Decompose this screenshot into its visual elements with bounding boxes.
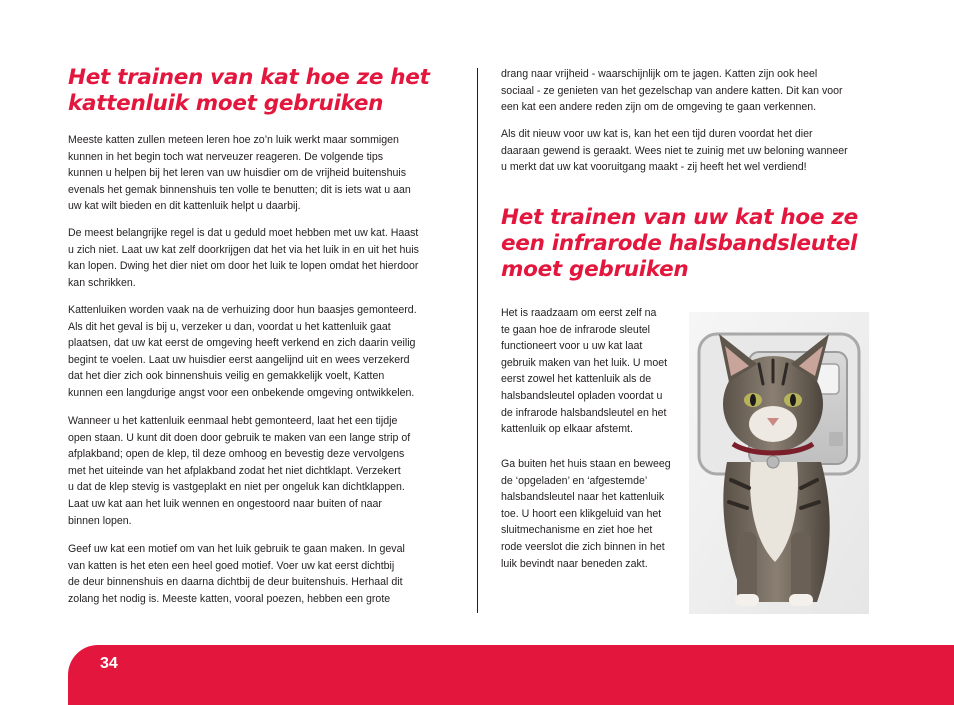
heading-line: een infrarode halsbandsleutel: [501, 231, 858, 256]
paragraph-click: [501, 456, 671, 572]
text-line: Het is raadzaam om eerst zelf na: [501, 307, 657, 319]
heading-line: kattenluik moet gebruiken: [68, 91, 384, 116]
text-line: eerst zowel het kattenluik als de: [501, 373, 652, 386]
right-heading: [501, 205, 858, 283]
paragraph-infrared: [501, 305, 667, 438]
paragraph-moving: [68, 302, 417, 402]
text-line: daaraan gewend is geraakt. Wees niet te zuinig met uw beloning wanneer: [501, 144, 848, 157]
text-line: rode veerslot die zich binnen in het: [501, 540, 665, 553]
text-line: De meest belangrijke regel is dat u geduld moet hebben met uw kat. Haast: [68, 227, 419, 239]
text-line: sociaal - ze genieten van het gezelschap van andere katten. Dit kan voor: [501, 84, 843, 97]
paragraph-reward: [501, 126, 848, 176]
text-line: begint te voelen. Laat uw huisdier eerst aangelijnd uit en wees verzekerd: [68, 353, 410, 366]
left-heading: [68, 65, 430, 117]
text-line: u merkt dat uw kat vooruitgang maakt - zij heeft het wel verdiend!: [501, 161, 807, 174]
text-line: functioneert voor u uw kat laat: [501, 340, 643, 353]
text-line: open staan. U kunt dit doen door gebruik te maken van een lange strip of: [68, 431, 411, 444]
paragraph-tape: [68, 413, 410, 529]
cat-flap-photo: [689, 312, 869, 614]
text-line: Als dit het geval is bij u, verzeker u dan, voordat u het kattenluik gaat: [68, 320, 391, 333]
text-line: kan lopen. Dwing het dier niet om door het luik te lopen omdat het hierdoor: [68, 260, 419, 273]
text-line: te gaan hoe de infrarode sleutel: [501, 323, 651, 336]
text-line: Wanneer u het kattenluik eenmaal hebt gemonteerd, laat het een tijdje: [68, 415, 398, 427]
text-line: halsbandsleutel naar het kattenluik: [501, 491, 665, 504]
paragraph-intro: [68, 132, 411, 215]
text-line: Geef uw kat een motief om van het luik gebruik te gaan maken. In geval: [68, 543, 405, 555]
text-line: kunnen in het begin toch wat nerveuzer reageren. De volgende tips: [68, 150, 384, 163]
text-line: binnen lopen.: [68, 514, 132, 527]
paragraph-motive: [68, 541, 405, 607]
footer-band: [68, 645, 954, 705]
text-line: halsbandsleutel opladen voordat u: [501, 389, 663, 402]
text-line: dat het dier zich ook binnenshuis veilig en gemakkelijk voelt, Katten: [68, 370, 385, 383]
text-line: de infrarode halsbandsleutel en het: [501, 406, 667, 419]
text-line: gebruik maken van het luik. U moet: [501, 356, 668, 369]
text-line: toe. U hoort een klikgeluid van het: [501, 507, 662, 520]
text-line: de ‘opgeladen’ en ‘afgestemde’: [501, 474, 648, 487]
text-line: sluitmechanisme en ziet hoe het: [501, 524, 653, 537]
text-line: afplakband; open de klep, til deze omhoog en bevestig deze vervolgens: [68, 448, 405, 461]
text-line: de deur binnenshuis en daarna dichtbij de deur buitenshuis. Herhaal dit: [68, 576, 403, 589]
paragraph-patience: [68, 225, 419, 291]
heading-line: Het trainen van uw kat hoe ze: [501, 205, 858, 230]
text-line: van katten is het eten een heel goed motief. Voer uw kat eerst dichtbij: [68, 559, 395, 572]
heading-line: Het trainen van kat hoe ze het: [68, 65, 430, 90]
text-line: plaatsen, dat uw kat eerst de omgeving heeft verkend en zich daarin veilig: [68, 337, 416, 350]
text-line: luik bevindt naar beneden zakt.: [501, 557, 648, 570]
page-number: 34: [100, 655, 118, 672]
text-line: Laat uw kat aan het luik wennen en ongestoord naar buiten of naar: [68, 497, 382, 510]
paragraph-freedom: [501, 66, 843, 116]
text-line: u dat de klep stevig is vastgeplakt en niet per ongeluk kan dichtklappen.: [68, 481, 405, 494]
text-line: Als dit nieuw voor uw kat is, kan het een tijd duren voordat het dier: [501, 128, 813, 140]
text-line: evenals het gemak binnenshuis ten volle te benutten; dit is iets wat u aan: [68, 183, 411, 196]
heading-line: moet gebruiken: [501, 257, 689, 282]
column-divider: [477, 68, 478, 613]
text-line: uw kat wilt bieden en dit kattenluik helpt u daarbij.: [68, 200, 301, 213]
text-line: kan schrikken.: [68, 276, 136, 289]
text-line: u zich niet. Laat uw kat zelf doorkrijgen dat het via het luik in en uit het huis: [68, 243, 419, 256]
text-line: met het uiteinde van het afplakband zodat het niet dichtklapt. Verzekert: [68, 464, 401, 477]
text-line: kunnen u helpen bij het leren van uw huisdier om de vrijheid buitenshuis: [68, 167, 407, 180]
text-line: Ga buiten het huis staan en beweeg: [501, 458, 671, 470]
text-line: Kattenluiken worden vaak na de verhuizing door hun baasjes gemonteerd.: [68, 304, 417, 316]
text-line: kunnen een langdurige angst voor een onbekende omgeving ontwikkelen.: [68, 386, 415, 399]
text-line: drang naar vrijheid - waarschijnlijk om te jagen. Katten zijn ook heel: [501, 68, 818, 80]
text-line: Meeste katten zullen meteen leren hoe zo’n luik werkt maar sommigen: [68, 134, 399, 146]
text-line: kattenluik op elkaar afstemt.: [501, 423, 633, 436]
text-line: een kat een andere reden zijn om de omgeving te gaan verkennen.: [501, 101, 817, 114]
text-line: zolang het nodig is. Meeste katten, vooral poezen, hebben een grote: [68, 592, 391, 605]
